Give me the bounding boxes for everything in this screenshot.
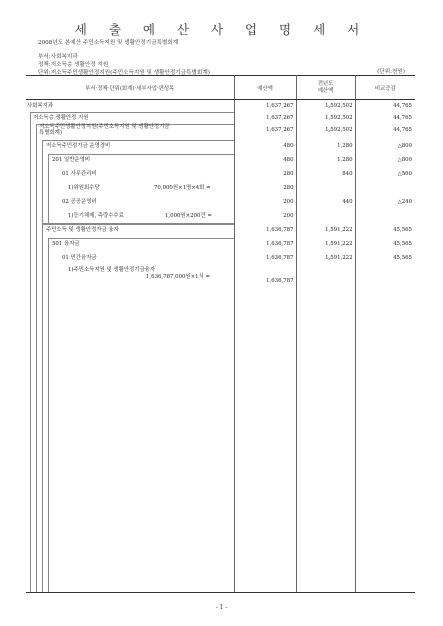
row-label: 사회복지과 [27,103,54,109]
budget-value: 280 [234,168,296,182]
prev-budget-value: 1,592,502 [296,124,355,140]
table-header-row [26,76,415,100]
diff-value: 45,565 [393,255,412,261]
table-row [26,224,415,238]
table-row [26,154,415,168]
prev-budget-value: 1,280 [296,140,355,154]
budget-value: 1,636,787 [234,238,296,252]
table-row [26,196,415,210]
table-row [26,140,415,154]
filler-cell [26,296,234,593]
calc-formula: 1,636,787,000원×1식 = [146,274,211,280]
row-label-cell [26,266,234,296]
row-label-cell [26,168,234,182]
prev-budget-value: 1,280 [296,154,355,168]
diff-value: △560 [397,171,412,177]
row-label: 저소득층 생활안정 지원 [33,115,89,121]
diff-value: △800 [397,143,412,149]
budget-value: 1,637,267 [234,124,296,140]
row-label: 501 융자금 [52,241,80,247]
calc-formula: 1,000원×200건 = [165,213,212,219]
prev-budget-value: 1,591,222 [296,224,355,238]
policy-label: 정책:저소득층 생활안정 지원 [38,62,109,68]
diff-value [355,182,415,196]
row-label: 저소득주민정기금 운영경비 [46,143,111,149]
row-label: 02 공공운영비 [62,199,97,205]
budget-value: 1,637,267 [234,112,296,124]
prev-budget-value: 1,591,222 [296,238,355,252]
header-category: 부서·정책·단위(회계)·세부사업·편성목 [26,76,234,100]
table-row [26,266,415,296]
prev-budget-value [296,210,355,224]
diff-value: 45,565 [393,227,412,233]
row-label-cell [26,238,234,252]
header-prev-budget [296,76,355,100]
table-row [26,210,415,224]
row-label-cell [26,182,234,196]
page-title: 세 출 예 산 사 업 명 세 서 [74,22,369,37]
dept-label: 부서:사회복지과 [38,54,78,60]
budget-value: 1,636,787 [234,224,296,238]
calc-formula: 70,000원×1명×4회 = [154,185,211,191]
header-prev-budget-line1: 전년도 [317,80,334,87]
prev-budget-value: 1,592,502 [296,100,355,113]
row-label-cell [26,100,234,113]
row-label-cell [26,196,234,210]
diff-value: 44,765 [393,127,412,133]
budget-value: 200 [234,210,296,224]
diff-value: △800 [397,157,412,163]
row-label-cell [26,140,234,154]
table-row [26,182,415,196]
diff-value [355,266,415,296]
header-budget: 예산액 [234,76,296,100]
budget-value: 1,637,267 [234,100,296,113]
row-label-cell [26,224,234,238]
prev-budget-value: 440 [296,196,355,210]
diff-value: 45,565 [393,241,412,247]
row-label: 1)등기해제, 측량수수료 [68,213,124,219]
header-diff: 비교증감 [355,76,415,100]
row-label-cell [26,154,234,168]
row-label-cell [26,124,234,140]
filler-cell [234,296,296,593]
budget-table [26,75,415,593]
table-filler-row [26,296,415,593]
diff-value: 44,765 [393,115,412,121]
row-label: 201 일반운영비 [52,157,91,163]
row-label: 저소득주민생활안정지원(주민소득지원 및 생활안정기금 [39,124,170,130]
row-label: 01 사무관리비 [62,171,97,177]
prev-budget-value: 1,591,222 [296,252,355,266]
prev-budget-value [296,266,355,296]
table-row [26,238,415,252]
diff-value [355,210,415,224]
currency-unit: (단위:천원) [377,69,405,75]
row-label: 1)위원회수당 [68,185,100,191]
filler-cell [355,296,415,593]
row-label: 01 민간융자금 [62,255,97,261]
budget-value: 480 [234,140,296,154]
row-label-cont: 특별회계) [39,130,62,136]
budget-subtitle: 2008년도 본예산 주민소득지원 및 생활안정기금특별회계 [38,40,179,46]
header-prev-budget-line2: 예산액 [317,87,334,94]
row-label: 1)주민소득지원 및 생활안정기금융자 [68,267,156,273]
table-row [26,100,415,113]
diff-value: △240 [397,199,412,205]
diff-value: 44,765 [393,103,412,109]
row-label: 주민소득 및 생활안정자금 융자 [46,227,119,233]
prev-budget-value: 840 [296,168,355,182]
page-number: - 1 - [215,604,228,611]
budget-value: 1,636,787 [234,252,296,266]
table-row [26,124,415,140]
budget-value: 1,636,787 [234,266,296,296]
prev-budget-value: 1,592,502 [296,112,355,124]
budget-value: 200 [234,196,296,210]
unit-label: 단위:저소득주민생활안정지원(주민소득지원 및 생활안정기금특별회계) [38,70,210,76]
prev-budget-value [296,182,355,196]
filler-cell [296,296,355,593]
budget-value: 280 [234,182,296,196]
table-row [26,168,415,182]
budget-value: 480 [234,154,296,168]
row-label-cell [26,210,234,224]
